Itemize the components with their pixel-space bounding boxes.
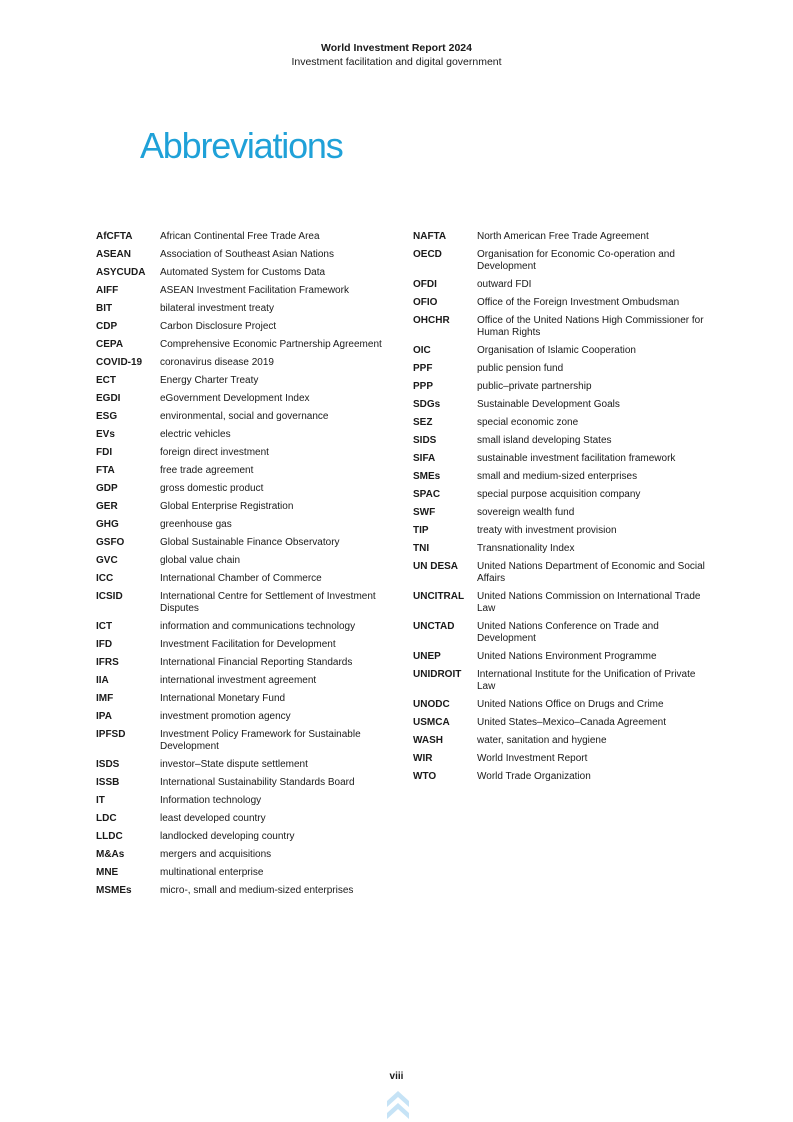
abbreviations-right-column — [413, 231, 713, 789]
abbreviation-entry — [96, 411, 392, 423]
abbreviation-definition: public pension fund — [477, 363, 564, 374]
abbreviation-entry — [96, 267, 392, 279]
abbreviation-entry — [413, 753, 713, 765]
abbreviation-definition: Carbon Disclosure Project — [160, 321, 277, 332]
abbreviation-entry — [96, 249, 392, 261]
abbreviation-definition: coronavirus disease 2019 — [160, 357, 274, 368]
abbreviation-term: LDC — [96, 813, 117, 824]
abbreviation-entry — [96, 675, 392, 687]
abbreviation-definition: United Nations Commission on International Trade Law — [477, 591, 701, 614]
abbreviation-term: IFD — [96, 639, 113, 650]
abbreviation-entry — [413, 471, 713, 483]
abbreviation-entry — [413, 717, 713, 729]
abbreviation-term: IIA — [96, 675, 109, 686]
abbreviation-term: TIP — [413, 525, 429, 536]
abbreviation-entry — [96, 447, 392, 459]
abbreviation-term: BIT — [96, 303, 113, 314]
abbreviation-term: ICSID — [96, 591, 123, 602]
abbreviation-definition: Energy Charter Treaty — [160, 375, 259, 386]
abbreviation-definition: Investment Policy Framework for Sustainable Development — [160, 729, 361, 752]
abbreviation-entry — [96, 849, 392, 861]
abbreviation-definition: least developed country — [160, 813, 266, 824]
abbreviation-term: M&As — [96, 849, 125, 860]
abbreviation-definition: environmental, social and governance — [160, 411, 329, 422]
abbreviation-term: IPA — [96, 711, 112, 722]
abbreviation-term: GDP — [96, 483, 118, 494]
abbreviation-definition: multinational enterprise — [160, 867, 264, 878]
abbreviation-term: ISSB — [96, 777, 120, 788]
abbreviation-entry — [413, 249, 713, 273]
abbreviation-definition: micro-, small and medium-sized enterprises — [160, 885, 354, 896]
abbreviation-entry — [96, 657, 392, 669]
abbreviation-definition: public–private partnership — [477, 381, 592, 392]
abbreviation-term: ECT — [96, 375, 116, 386]
abbreviation-entry — [96, 231, 392, 243]
abbreviation-definition: Information technology — [160, 795, 262, 806]
abbreviation-entry — [96, 285, 392, 297]
abbreviation-term: ICC — [96, 573, 114, 584]
abbreviation-term: ISDS — [96, 759, 120, 770]
abbreviation-term: UNCITRAL — [413, 591, 465, 602]
abbreviation-term: CEPA — [96, 339, 124, 350]
abbreviation-entry — [96, 777, 392, 789]
abbreviation-definition: small and medium-sized enterprises — [477, 471, 638, 482]
abbreviation-term: IFRS — [96, 657, 119, 668]
abbreviation-definition: Office of the United Nations High Commissioner for Human Rights — [477, 315, 704, 338]
abbreviation-term: OHCHR — [413, 315, 450, 326]
abbreviation-definition: World Investment Report — [477, 753, 588, 764]
abbreviation-entry — [96, 339, 392, 351]
abbreviation-entry — [96, 813, 392, 825]
abbreviation-term: IT — [96, 795, 105, 806]
abbreviation-term: UNEP — [413, 651, 441, 662]
abbreviation-term: MNE — [96, 867, 119, 878]
abbreviation-definition: Comprehensive Economic Partnership Agreement — [160, 339, 382, 350]
abbreviation-entry — [96, 519, 392, 531]
abbreviation-entry — [96, 867, 392, 879]
abbreviation-term: FDI — [96, 447, 113, 458]
abbreviation-term: WIR — [413, 753, 433, 764]
abbreviation-entry — [413, 591, 713, 615]
abbreviation-definition: Organisation for Economic Co-operation and Development — [477, 249, 675, 272]
abbreviations-left-column — [96, 231, 392, 903]
abbreviation-definition: Investment Facilitation for Development — [160, 639, 336, 650]
abbreviation-definition: special purpose acquisition company — [477, 489, 641, 500]
abbreviation-term: GHG — [96, 519, 119, 530]
abbreviation-definition: International Financial Reporting Standards — [160, 657, 353, 668]
abbreviation-entry — [413, 699, 713, 711]
abbreviation-term: ESG — [96, 411, 118, 422]
abbreviation-definition: Association of Southeast Asian Nations — [160, 249, 334, 260]
abbreviation-definition: Transnationality Index — [477, 543, 575, 554]
abbreviation-entry — [413, 543, 713, 555]
abbreviation-definition: United Nations Department of Economic and Social Affairs — [477, 561, 705, 584]
abbreviation-definition: mergers and acquisitions — [160, 849, 272, 860]
abbreviation-term: OFIO — [413, 297, 438, 308]
abbreviation-entry — [96, 501, 392, 513]
abbreviation-entry — [96, 375, 392, 387]
abbreviation-term: SIDS — [413, 435, 437, 446]
abbreviation-definition: Global Sustainable Finance Observatory — [160, 537, 340, 548]
abbreviation-term: UN DESA — [413, 561, 459, 572]
abbreviation-definition: global value chain — [160, 555, 241, 566]
abbreviation-term: OECD — [413, 249, 442, 260]
abbreviation-term: OFDI — [413, 279, 437, 290]
abbreviation-entry — [413, 279, 713, 291]
report-title: World Investment Report 2024 — [321, 42, 472, 54]
abbreviation-definition: investor–State dispute settlement — [160, 759, 308, 770]
abbreviation-entry — [96, 729, 392, 753]
abbreviation-entry — [413, 231, 713, 243]
abbreviation-entry — [96, 759, 392, 771]
abbreviation-entry — [413, 435, 713, 447]
abbreviation-definition: African Continental Free Trade Area — [160, 231, 320, 242]
abbreviation-term: AIFF — [96, 285, 119, 296]
abbreviation-definition: electric vehicles — [160, 429, 231, 440]
abbreviation-term: SEZ — [413, 417, 433, 428]
chevron-up-logo-icon — [386, 1089, 410, 1121]
abbreviation-entry — [96, 831, 392, 843]
abbreviation-definition: Automated System for Customs Data — [160, 267, 326, 278]
abbreviation-definition: small island developing States — [477, 435, 612, 446]
abbreviation-entry — [96, 555, 392, 567]
abbreviation-definition: International Chamber of Commerce — [160, 573, 322, 584]
abbreviation-entry — [96, 465, 392, 477]
page-title: Abbreviations — [140, 125, 343, 166]
abbreviation-entry — [413, 453, 713, 465]
abbreviation-entry — [413, 297, 713, 309]
abbreviation-entry — [413, 507, 713, 519]
abbreviation-definition: International Centre for Settlement of Investment Disputes — [160, 591, 376, 614]
abbreviation-definition: Office of the Foreign Investment Ombudsman — [477, 297, 680, 308]
abbreviation-term: WTO — [413, 771, 437, 782]
abbreviation-entry — [413, 315, 713, 339]
abbreviation-definition: International Sustainability Standards Board — [160, 777, 355, 788]
abbreviation-entry — [96, 885, 392, 897]
abbreviation-term: SWF — [413, 507, 436, 518]
abbreviation-term: IMF — [96, 693, 114, 704]
abbreviation-definition: landlocked developing country — [160, 831, 295, 842]
abbreviation-term: OIC — [413, 345, 431, 356]
abbreviation-entry — [96, 321, 392, 333]
abbreviation-entry — [96, 357, 392, 369]
abbreviation-entry — [413, 345, 713, 357]
abbreviation-term: GER — [96, 501, 118, 512]
abbreviation-term: ASYCUDA — [96, 267, 146, 278]
abbreviation-term: PPF — [413, 363, 433, 374]
abbreviation-entry — [96, 621, 392, 633]
abbreviation-definition: free trade agreement — [160, 465, 254, 476]
abbreviation-term: UNIDROIT — [413, 669, 462, 680]
abbreviation-entry — [413, 669, 713, 693]
abbreviation-definition: United States–Mexico–Canada Agreement — [477, 717, 667, 728]
abbreviation-entry — [413, 399, 713, 411]
abbreviation-term: SDGs — [413, 399, 441, 410]
abbreviation-definition: United Nations Environment Programme — [477, 651, 657, 662]
abbreviation-entry — [413, 417, 713, 429]
abbreviation-entry — [413, 771, 713, 783]
abbreviation-entry — [96, 795, 392, 807]
abbreviation-definition: outward FDI — [477, 279, 532, 290]
abbreviation-term: SPAC — [413, 489, 441, 500]
abbreviation-definition: eGovernment Development Index — [160, 393, 310, 404]
abbreviation-term: MSMEs — [96, 885, 132, 896]
abbreviation-definition: information and communications technology — [160, 621, 356, 632]
abbreviation-definition: ASEAN Investment Facilitation Framework — [160, 285, 349, 296]
abbreviation-definition: international investment agreement — [160, 675, 317, 686]
abbreviation-definition: gross domestic product — [160, 483, 264, 494]
abbreviation-term: COVID-19 — [96, 357, 143, 368]
abbreviation-term: GVC — [96, 555, 118, 566]
abbreviation-term: USMCA — [413, 717, 450, 728]
abbreviation-definition: greenhouse gas — [160, 519, 232, 530]
abbreviation-definition: United Nations Conference on Trade and Development — [477, 621, 659, 644]
abbreviation-entry — [413, 651, 713, 663]
abbreviation-definition: sovereign wealth fund — [477, 507, 575, 518]
abbreviation-entry — [413, 381, 713, 393]
abbreviation-term: SMEs — [413, 471, 441, 482]
report-subtitle: Investment facilitation and digital government — [291, 56, 502, 68]
abbreviation-term: ICT — [96, 621, 113, 632]
abbreviation-entry — [96, 537, 392, 549]
abbreviation-entry — [96, 393, 392, 405]
page-header — [0, 42, 793, 69]
abbreviation-definition: North American Free Trade Agreement — [477, 231, 649, 242]
abbreviation-definition: Global Enterprise Registration — [160, 501, 294, 512]
abbreviation-definition: sustainable investment facilitation framework — [477, 453, 676, 464]
abbreviation-entry — [96, 429, 392, 441]
abbreviation-entry — [96, 591, 392, 615]
abbreviation-term: WASH — [413, 735, 443, 746]
abbreviation-term: IPFSD — [96, 729, 126, 740]
abbreviation-definition: treaty with investment provision — [477, 525, 617, 536]
abbreviation-term: UNODC — [413, 699, 450, 710]
abbreviation-term: EVs — [96, 429, 115, 440]
abbreviation-term: ASEAN — [96, 249, 132, 260]
abbreviation-term: SIFA — [413, 453, 436, 464]
abbreviation-definition: foreign direct investment — [160, 447, 269, 458]
abbreviation-definition: United Nations Office on Drugs and Crime — [477, 699, 664, 710]
abbreviation-entry — [413, 735, 713, 747]
abbreviation-term: TNI — [413, 543, 430, 554]
abbreviation-definition: special economic zone — [477, 417, 579, 428]
abbreviation-term: LLDC — [96, 831, 123, 842]
abbreviation-term: UNCTAD — [413, 621, 455, 632]
abbreviation-entry — [96, 483, 392, 495]
abbreviation-term: AfCFTA — [96, 231, 133, 242]
abbreviation-definition: bilateral investment treaty — [160, 303, 274, 314]
abbreviation-entry — [96, 303, 392, 315]
abbreviation-entry — [96, 711, 392, 723]
abbreviation-term: PPP — [413, 381, 434, 392]
abbreviation-definition: investment promotion agency — [160, 711, 291, 722]
abbreviation-entry — [413, 561, 713, 585]
abbreviation-definition: Sustainable Development Goals — [477, 399, 620, 410]
abbreviation-term: FTA — [96, 465, 115, 476]
abbreviation-entry — [96, 693, 392, 705]
abbreviation-definition: Organisation of Islamic Cooperation — [477, 345, 636, 356]
abbreviation-entry — [96, 639, 392, 651]
abbreviation-entry — [413, 489, 713, 501]
abbreviation-definition: water, sanitation and hygiene — [477, 735, 607, 746]
abbreviation-term: CDP — [96, 321, 118, 332]
abbreviation-entry — [96, 573, 392, 585]
abbreviation-term: EGDI — [96, 393, 121, 404]
abbreviation-entry — [413, 621, 713, 645]
abbreviation-definition: World Trade Organization — [477, 771, 591, 782]
abbreviation-entry — [413, 525, 713, 537]
abbreviation-definition: International Monetary Fund — [160, 693, 286, 704]
abbreviation-term: GSFO — [96, 537, 125, 548]
abbreviation-term: NAFTA — [413, 231, 447, 242]
page-number: viii — [389, 1071, 404, 1082]
abbreviation-entry — [413, 363, 713, 375]
abbreviation-definition: International Institute for the Unification of Private Law — [477, 669, 696, 692]
